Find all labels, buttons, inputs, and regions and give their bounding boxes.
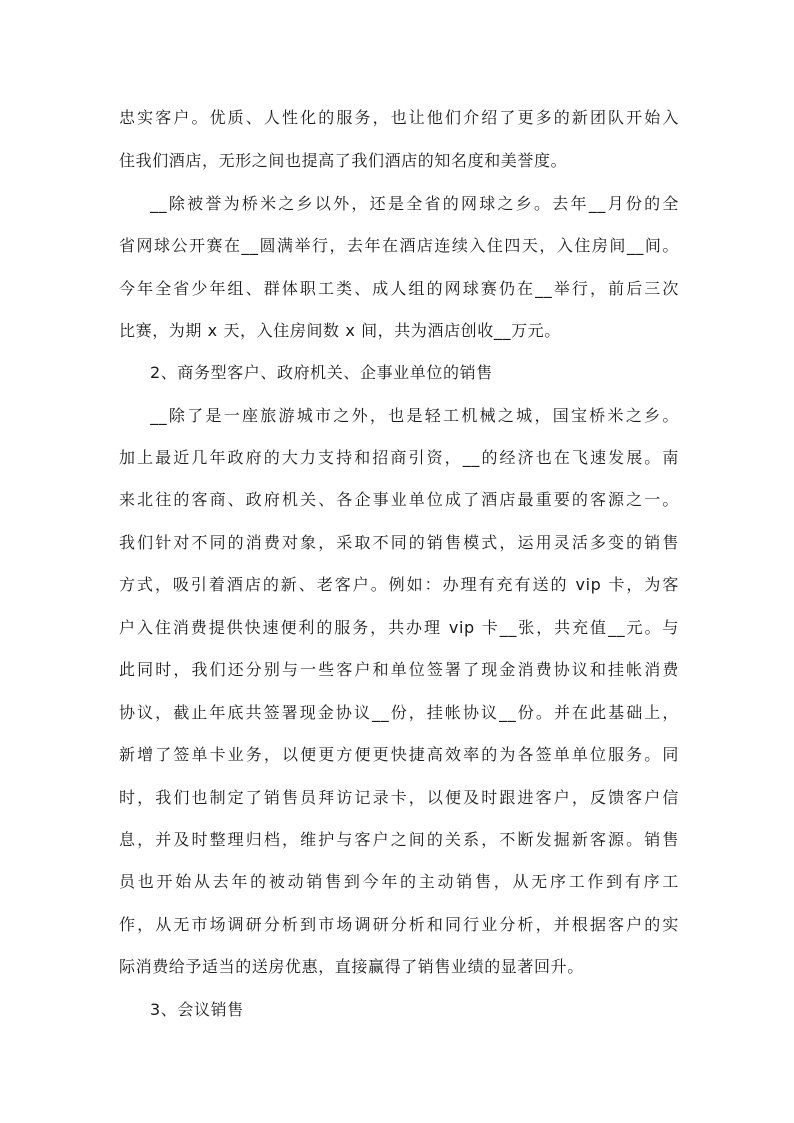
paragraph-line: 省网球公开赛在__圆满举行，去年在酒店连续入住四天，入住房间__间。 xyxy=(119,236,679,255)
paragraph-line: 户入住消费提供快速便利的服务，共办理 vip 卡__张，共充值__元。与 xyxy=(119,618,679,637)
paragraph-line: 忠实客户。优质、人性化的服务，也让他们介绍了更多的新团队开始入 xyxy=(119,108,679,127)
paragraph-line: 时，我们也制定了销售员拜访记录卡，以便及时跟进客户，反馈客户信 xyxy=(119,788,679,807)
paragraph-line: 比赛，为期 x 天，入住房间数 x 间，共为酒店创收__万元。 xyxy=(119,321,561,340)
paragraph-line: __除被誉为桥米之乡以外，还是全省的网球之乡。去年__月份的全 xyxy=(150,194,679,213)
paragraph-line: 员也开始从去年的被动销售到今年的主动销售，从无序工作到有序工 xyxy=(119,872,679,891)
paragraph-line: __除了是一座旅游城市之外，也是轻工机械之城，国宝桥米之乡。 xyxy=(150,406,679,425)
paragraph-line: 我们针对不同的消费对象，采取不同的销售模式，运用灵活多变的销售 xyxy=(119,533,679,552)
paragraph-line: 加上最近几年政府的大力支持和招商引资，__的经济也在飞速发展。南 xyxy=(119,448,679,467)
paragraph-line: 际消费给予适当的送房优惠，直接赢得了销售业绩的显著回升。 xyxy=(119,957,584,976)
paragraph-line: 今年全省少年组、群体职工类、成人组的网球赛仍在__举行，前后三次 xyxy=(119,279,679,298)
paragraph-line: 作，从无市场调研分析到市场调研分析和同行业分析，并根据客户的实 xyxy=(119,915,679,934)
section-heading: 3、会议销售 xyxy=(150,1000,244,1019)
paragraph-line: 来北往的客商、政府机关、各企事业单位成了酒店最重要的客源之一。 xyxy=(119,490,679,509)
section-heading: 2、商务型客户、政府机关、企事业单位的销售 xyxy=(150,363,493,382)
paragraph-line: 新增了签单卡业务，以便更方便更快捷高效率的为各签单单位服务。同 xyxy=(119,745,679,764)
paragraph-line: 方式，吸引着酒店的新、老客户。例如：办理有充有送的 vip 卡，为客 xyxy=(119,575,679,594)
paragraph-line: 息，并及时整理归档，维护与客户之间的关系，不断发掘新客源。销售 xyxy=(119,830,679,849)
paragraph-line: 此同时，我们还分别与一些客户和单位签署了现金消费协议和挂帐消费 xyxy=(119,660,679,679)
paragraph-line: 住我们酒店，无形之间也提高了我们酒店的知名度和美誉度。 xyxy=(119,151,568,170)
paragraph-line: 协议，截止年底共签署现金协议__份，挂帐协议__份。并在此基础上， xyxy=(119,703,679,722)
